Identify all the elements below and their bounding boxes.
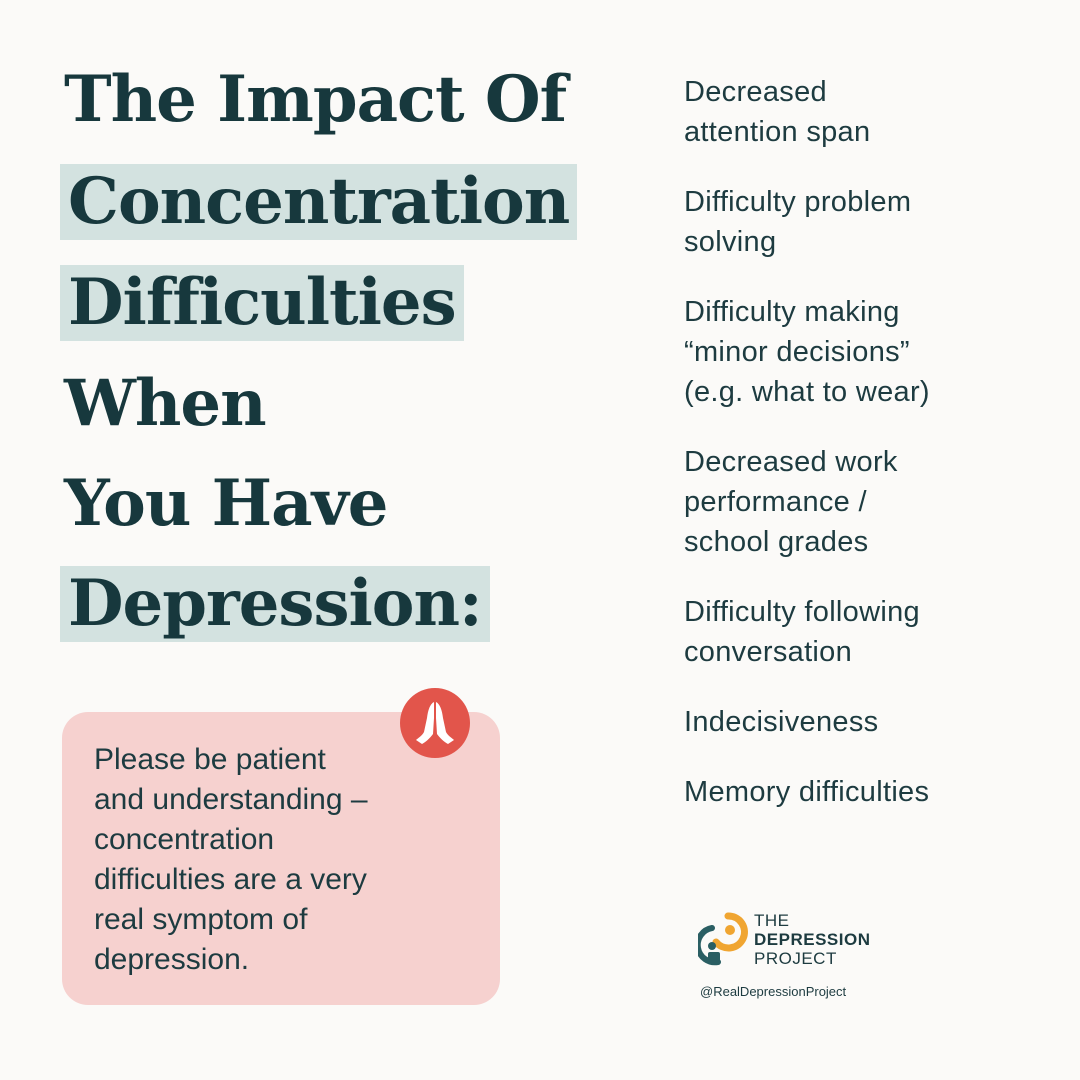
note-line: real symptom of <box>94 903 308 936</box>
list-item <box>684 182 1064 262</box>
note-line: concentration <box>94 823 275 856</box>
title-line-1: The Impact Of <box>64 62 567 137</box>
note-line: depression. <box>94 943 250 976</box>
item-line: Decreased work <box>684 446 898 478</box>
item-line: performance / <box>684 486 867 518</box>
title-line-3: Difficulties <box>60 265 464 341</box>
title-line-6: Depression: <box>60 566 490 642</box>
title-line-5: You Have <box>64 466 388 541</box>
item-line: school grades <box>684 526 869 558</box>
title-line-4: When <box>64 366 266 441</box>
note-line: and understanding – <box>94 783 368 816</box>
item-line: (e.g. what to wear) <box>684 376 930 408</box>
brand-name <box>754 911 870 968</box>
item-line: Difficulty making <box>684 296 900 328</box>
note-line: Please be patient <box>94 743 326 776</box>
item-line: Difficulty following <box>684 596 920 628</box>
brand-line-3: PROJECT <box>754 949 837 968</box>
item-line: attention span <box>684 116 871 148</box>
list-item <box>684 442 1064 562</box>
item-line: “minor decisions” <box>684 336 910 368</box>
list-item <box>684 772 1064 812</box>
item-line: Difficulty problem <box>684 186 912 218</box>
note-text <box>94 740 454 980</box>
item-line: Decreased <box>684 76 827 108</box>
list-item <box>684 702 1064 742</box>
impact-list <box>684 72 1064 842</box>
item-line: conversation <box>684 636 853 668</box>
depression-project-logo <box>698 912 750 966</box>
title-line-2: Concentration <box>60 164 577 240</box>
list-item <box>684 292 1064 412</box>
item-line: Indecisiveness <box>684 706 879 738</box>
praying-hands-icon <box>400 688 470 758</box>
item-line: solving <box>684 226 777 258</box>
brand-line-1: THE <box>754 911 790 930</box>
list-item <box>684 592 1064 672</box>
social-handle: @RealDepressionProject <box>700 984 847 999</box>
brand-line-2: DEPRESSION <box>754 930 871 949</box>
note-line: difficulties are a very <box>94 863 367 896</box>
item-line: Memory difficulties <box>684 776 930 808</box>
list-item <box>684 72 1064 152</box>
